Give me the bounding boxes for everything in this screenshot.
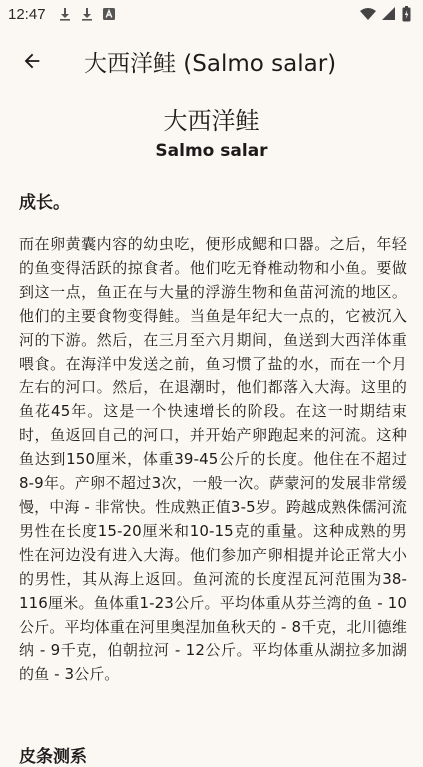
signal-icon: [382, 7, 396, 21]
next-section-title: 皮条测系: [19, 747, 87, 767]
arrow-left-icon: [21, 50, 43, 72]
download-icon: [58, 7, 72, 21]
status-bar: [0, 0, 423, 28]
section-title: 成长。: [19, 193, 70, 213]
section-body: 而在卵黄囊内容的幼虫吃，便形成鳃和口器。之后，年轻的鱼变得活跃的掠食者。他们吃无脊椎动物和小鱼。要做到这一点，鱼正在与大量的浮游生物和鱼苗河流的地区。他们的主要食物变得鲑。当鱼是年纪大一点的，它被沉入河的下游。然后，在三月至六月期间，鱼送到大西洋体重喂食。在海洋中发送之前，鱼习惯了盐的水，而在一个月左右的河口。然后，在退潮时，他们都落入大海。这里的鱼花45年。这是一个快速增长的阶段。在这一时期结束时，鱼返回自己的河口，并开始产卵跑起来的河流。这种鱼达到150厘米，体重39-45公斤的长度。他住在不超过8-9年。产卵不超过3次，一般一次。萨蒙河的发展非常缓慢，中海 - 非常快。性成熟正值3-5岁。跨越成熟侏儒河流男性在长度15-20厘米和10-15克的重量。这种成熟的男性在河边没有进入大海。他们参加产卵相提并论正常大小的男性，其从海上返回。鱼河流的长度涅瓦河范围为38-116厘米。鱼体重1-23公斤。平均体重从芬兰湾的鱼 - 10公斤。平均体重在河里奥涅加鱼秋天的 - 8千克，北川德维纳 - 9千克，伯朝拉河 - 12公斤。平均体重从湖拉多加湖的鱼 - 3公斤。: [19, 235, 407, 684]
back-button[interactable]: [0, 28, 64, 94]
species-name: 大西洋鲑: [163, 107, 260, 135]
species-latin-name: Salmo salar: [155, 141, 268, 161]
app-bar-title: 大西洋鲑 (Salmo salar): [84, 50, 337, 77]
species-header: [0, 104, 423, 162]
wifi-icon: [360, 7, 376, 21]
notification-icons: [58, 7, 116, 21]
download-icon: [80, 7, 94, 21]
font-icon: [102, 7, 116, 21]
status-time: 12:47: [8, 5, 46, 23]
system-icons: [360, 6, 411, 22]
battery-icon: [402, 6, 411, 22]
app-bar: [0, 28, 423, 94]
